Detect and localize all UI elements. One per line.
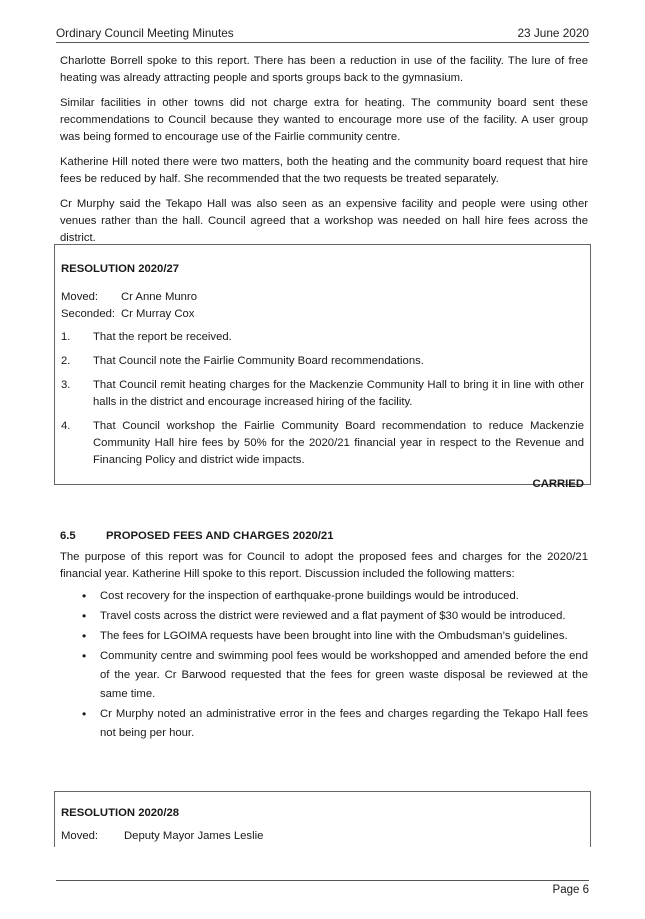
meeting-date: 23 June 2020 [517,26,589,40]
section-number: 6.5 [60,530,76,542]
section-title: PROPOSED FEES AND CHARGES 2020/21 [106,530,334,542]
bullet-icon: • [82,707,87,721]
item-text: That Council remit heating charges for the Mackenzie Community Hall to bring it in line with other halls in the district and encourage increased hiring of the facility. [93,379,584,408]
bullet-text: Cr Murphy noted an administrative error in the fees and charges regarding the Tekapo Hall fees not being per hour. [100,708,588,739]
seconded-label: Seconded: [61,308,116,320]
section-heading [60,528,333,545]
item-number: 1. [61,331,71,343]
document-title: Ordinary Council Meeting Minutes [56,26,234,40]
bullet-text: Community centre and swimming pool fees would be workshopped and amended before the end of the year. Cr Barwood requested that the fees for green waste disposal be reviewed at the same time. [100,650,588,700]
discussion-text [60,53,588,255]
resolution-title: RESOLUTION 2020/27 [61,263,180,275]
header-divider [56,42,589,43]
moved-by: Cr Anne Munro [121,291,197,303]
moved-by: Deputy Mayor James Leslie [124,830,264,842]
bullet-text: Cost recovery for the inspection of earthquake-prone buildings would be introduced. [100,590,519,602]
item-number: 2. [61,355,71,367]
bullet-item [60,705,588,743]
moved-line [61,289,584,306]
footer-divider [56,880,589,881]
resolution-item [61,353,584,370]
moved-line [61,828,584,845]
item-number: 4. [61,420,71,432]
bullet-icon: • [82,609,87,623]
bullet-icon: • [82,649,87,663]
bullet-text: Travel costs across the district were reviewed and a flat payment of $30 would be introduced. [100,610,566,622]
bullet-text: The fees for LGOIMA requests have been brought into line with the Ombudsman’s guidelines. [100,630,568,642]
paragraph: Similar facilities in other towns did not charge extra for heating. The community board sent these recommendations to Council because they wanted to encourage more use of the facility. A user group was being formed to encourage use of the Fairlie community centre. [60,97,588,143]
item-text: That Council note the Fairlie Community Board recommendations. [93,355,424,367]
seconded-line [61,306,584,323]
bullet-item [60,627,588,646]
resolution-item [61,377,584,411]
section-intro: The purpose of this report was for Council to adopt the proposed fees and charges for the 2020/21 financial year. Katherine Hill spoke to this report. Discussion included the following matters: [60,551,588,580]
resolution-box-2020-27 [54,244,591,490]
bullet-item [60,647,588,704]
discussion-bullets [60,587,588,743]
bullet-item [60,607,588,626]
resolution-items [61,329,584,469]
bullet-icon: • [82,589,87,603]
section-body [60,549,588,744]
paragraph: Charlotte Borrell spoke to this report. There has been a reduction in use of the facility. The lure of free heating was already attracting people and sports groups back to the gymnasium. [60,55,588,84]
carried-status: CARRIED [532,478,584,490]
resolution-item [61,418,584,469]
item-text: That Council workshop the Fairlie Community Board recommendation to reduce Mackenzie Community Hall hire fees by 50% for the 2020/21 financial year in respect to the Revenue and Financing Policy and district wide impacts. [93,420,584,466]
bullet-item [60,587,588,606]
paragraph: Katherine Hill noted there were two matters, both the heating and the community board request that hire fees be reduced by half. She recommended that the two requests be treated separately. [60,156,588,185]
seconded-by: Cr Murray Cox [121,308,195,320]
item-text: That the report be received. [93,331,232,343]
resolution-box-2020-28 [54,791,591,847]
item-number: 3. [61,379,71,391]
bullet-icon: • [82,629,87,643]
page-header [56,22,589,40]
resolution-title: RESOLUTION 2020/28 [61,807,180,819]
page-number: Page 6 [552,884,589,896]
moved-label: Moved: [61,291,99,303]
moved-label: Moved: [61,830,99,842]
resolution-item [61,329,584,346]
paragraph: Cr Murphy said the Tekapo Hall was also seen as an expensive facility and people were using other venues rather than the hall. Council agreed that a workshop was needed on hall hire fees across the district. [60,198,588,244]
